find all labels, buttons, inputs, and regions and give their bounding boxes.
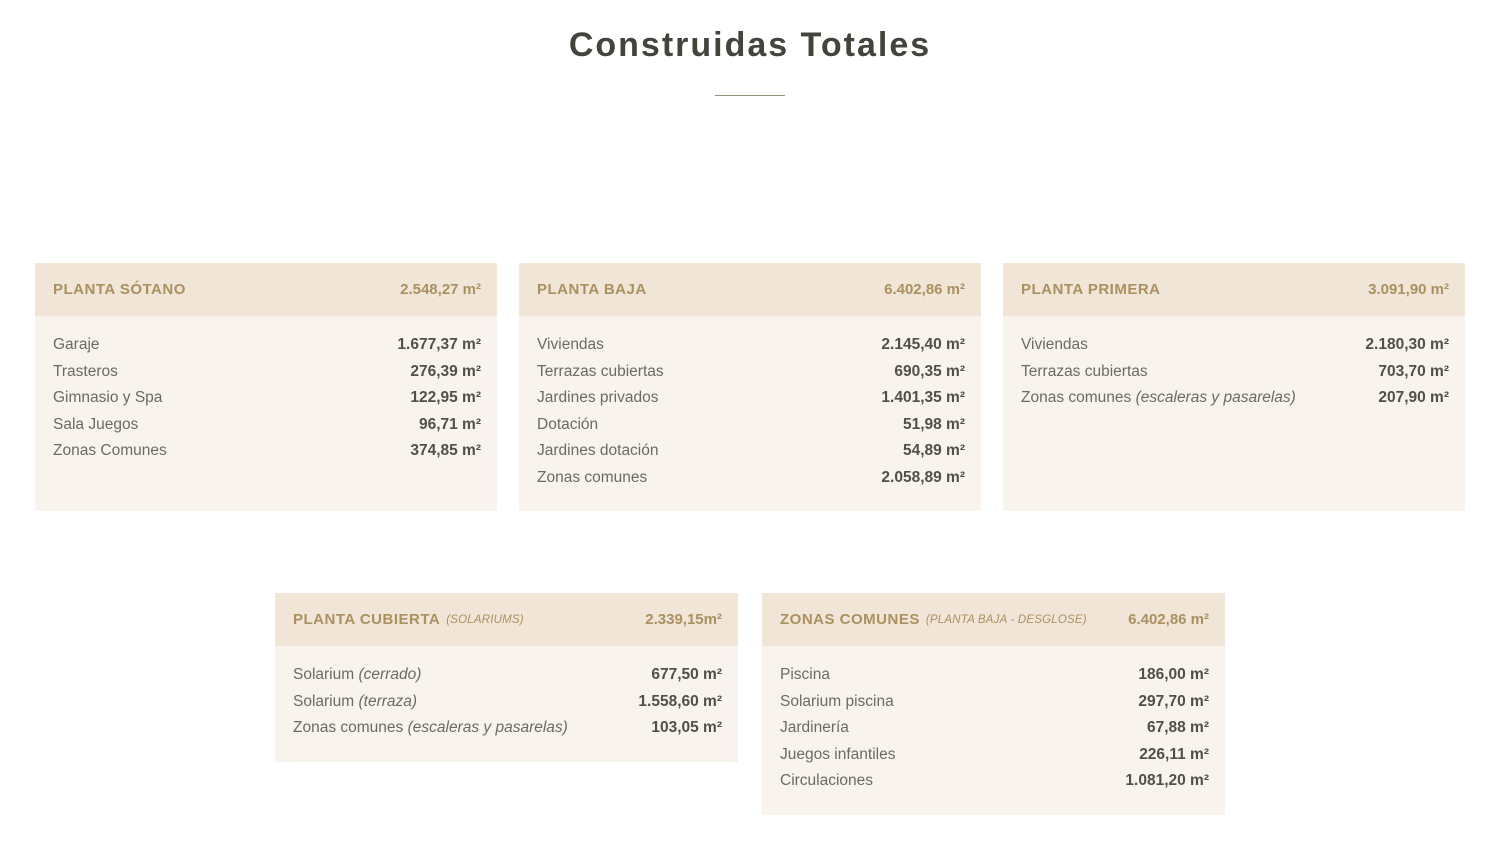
cards-row-2: [35, 593, 1465, 815]
table-row: [537, 465, 965, 492]
table-row: [537, 359, 965, 386]
row-label: Jardinería: [780, 719, 849, 737]
row-value: 297,70 m²: [1138, 692, 1209, 710]
card-title: PLANTA BAJA: [537, 281, 647, 299]
row-label: Zonas comunes (escaleras y pasarelas): [1021, 389, 1296, 407]
row-value: 703,70 m²: [1378, 362, 1449, 380]
row-label: Terrazas cubiertas: [1021, 362, 1148, 380]
card-planta-primera: [1003, 263, 1465, 511]
card-header: [762, 593, 1225, 646]
row-value: 2.180,30 m²: [1365, 336, 1449, 354]
table-row: [1021, 332, 1449, 359]
row-value: 1.677,37 m²: [397, 336, 481, 354]
row-label: Juegos infantiles: [780, 745, 896, 763]
cards-row-1: [35, 263, 1465, 511]
table-row: [780, 742, 1209, 769]
card-body: [35, 316, 497, 511]
card-title: PLANTA SÓTANO: [53, 281, 186, 299]
card-header: [275, 593, 738, 646]
card-title: ZONAS COMUNES: [780, 611, 920, 629]
row-label: Jardines privados: [537, 389, 659, 407]
row-label: Sala Juegos: [53, 415, 139, 433]
row-value: 1.401,35 m²: [881, 389, 965, 407]
table-row: [53, 385, 481, 412]
card-total-value: 6.402,86 m²: [884, 281, 965, 299]
row-value: 122,95 m²: [410, 389, 481, 407]
row-value: 2.145,40 m²: [881, 336, 965, 354]
card-title: PLANTA CUBIERTA: [293, 611, 441, 629]
table-row: [537, 438, 965, 465]
table-row: [537, 412, 965, 439]
card-body: [1003, 316, 1465, 511]
row-label: Jardines dotación: [537, 442, 659, 460]
row-label-note: (escaleras y pasarelas): [407, 719, 568, 737]
card-planta-sotano: [35, 263, 497, 511]
row-value: 1.558,60 m²: [638, 692, 722, 710]
row-label: Zonas comunes (escaleras y pasarelas): [293, 719, 568, 737]
table-row: [1021, 359, 1449, 386]
row-value: 690,35 m²: [894, 362, 965, 380]
row-label: Dotación: [537, 415, 599, 433]
card-header: [1003, 263, 1465, 316]
row-label: Terrazas cubiertas: [537, 362, 664, 380]
row-value: 103,05 m²: [651, 719, 722, 737]
table-row: [53, 359, 481, 386]
row-value: 96,71 m²: [418, 415, 481, 433]
row-label: Circulaciones: [780, 772, 874, 790]
card-subtitle: (PLANTA BAJA - DESGLOSE): [925, 613, 1087, 626]
row-label: Zonas Comunes: [53, 442, 167, 460]
table-row: [293, 715, 722, 742]
table-row: [293, 689, 722, 716]
table-row: [53, 438, 481, 465]
title-divider: [715, 95, 785, 96]
card-zonas-comunes: [762, 593, 1225, 815]
card-total-value: 3.091,90 m²: [1368, 281, 1449, 299]
card-total-value: 6.402,86 m²: [1128, 611, 1209, 629]
row-value: 374,85 m²: [410, 442, 481, 460]
page-title: Construidas Totales: [568, 26, 932, 64]
table-row: [537, 332, 965, 359]
card-title: PLANTA PRIMERA: [1021, 281, 1161, 299]
row-value: 67,88 m²: [1146, 719, 1209, 737]
table-row: [53, 332, 481, 359]
row-label: Gimnasio y Spa: [53, 389, 163, 407]
row-label: Piscina: [780, 666, 830, 684]
row-value: 207,90 m²: [1378, 389, 1449, 407]
row-label: Solarium (terraza): [293, 692, 418, 710]
row-value: 2.058,89 m²: [881, 468, 965, 486]
row-label: Solarium piscina: [780, 692, 894, 710]
card-planta-baja: [519, 263, 981, 511]
card-subtitle: (SOLARIUMS): [446, 613, 524, 626]
row-label: Garaje: [53, 336, 100, 354]
row-value: 226,11 m²: [1139, 745, 1209, 763]
card-planta-cubierta: [275, 593, 738, 762]
table-row: [780, 715, 1209, 742]
row-value: 276,39 m²: [410, 362, 481, 380]
card-total-value: 2.339,15m²: [645, 611, 722, 629]
card-total-value: 2.548,27 m²: [400, 281, 481, 299]
row-value: 677,50 m²: [651, 666, 722, 684]
table-row: [293, 662, 722, 689]
table-row: [780, 662, 1209, 689]
row-value: 51,98 m²: [902, 415, 965, 433]
card-body: [519, 316, 981, 511]
table-row: [1021, 385, 1449, 412]
row-label: Viviendas: [537, 336, 604, 354]
content: [35, 263, 1465, 815]
card-body: [762, 646, 1225, 815]
row-value: 1.081,20 m²: [1125, 772, 1209, 790]
table-row: [53, 412, 481, 439]
table-row: [537, 385, 965, 412]
row-label-note: (terraza): [358, 692, 418, 710]
table-row: [780, 768, 1209, 795]
row-label-note: (cerrado): [358, 666, 422, 684]
row-label: Solarium (cerrado): [293, 666, 422, 684]
card-body: [275, 646, 738, 762]
table-row: [780, 689, 1209, 716]
row-label: Trasteros: [53, 362, 118, 380]
card-header: [519, 263, 981, 316]
row-value: 186,00 m²: [1138, 666, 1209, 684]
row-label: Viviendas: [1021, 336, 1088, 354]
card-header: [35, 263, 497, 316]
row-label: Zonas comunes: [537, 468, 648, 486]
row-value: 54,89 m²: [902, 442, 965, 460]
row-label-note: (escaleras y pasarelas): [1135, 389, 1296, 407]
